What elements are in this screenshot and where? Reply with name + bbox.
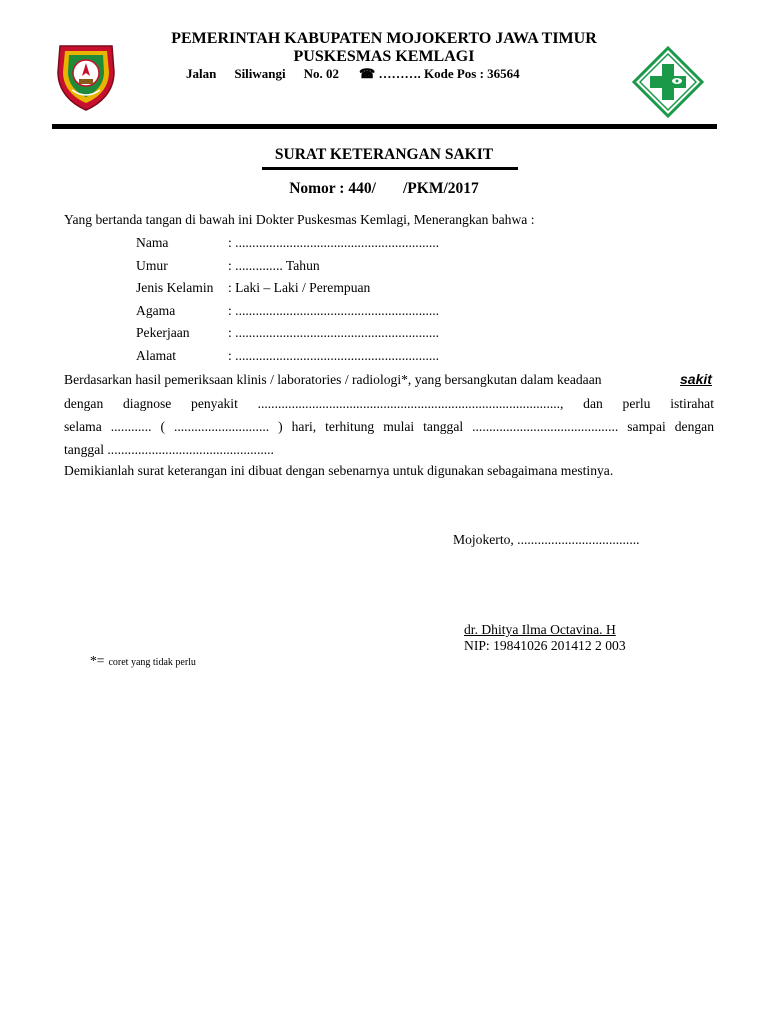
field-label-nama: Nama — [136, 235, 169, 250]
doctor-name: dr. Dhitya Ilma Octavina. H — [464, 622, 616, 637]
address-street: Siliwangi — [234, 66, 286, 81]
field-label-agama: Agama — [136, 303, 176, 318]
document-title: SURAT KETERANGAN SAKIT — [274, 146, 494, 163]
header-government: PEMERINTAH KABUPATEN MOJOKERTO JAWA TIMUR — [171, 30, 597, 47]
header-divider — [52, 124, 717, 129]
place-date: Mojokerto, .................................... — [453, 532, 640, 547]
intro-text: Yang bertanda tangan di bawah ini Dokter Puskesmas Kemlagi, Menerangkan bahwa : — [64, 212, 535, 227]
address-phone-postcode: ………. Kode Pos : 36564 — [378, 66, 520, 81]
footnote-marker: *= — [90, 653, 105, 668]
title-underline — [262, 167, 518, 170]
field-value-umur: : .............. Tahun — [228, 258, 320, 273]
paragraph-line-1-text: Berdasarkan hasil pemeriksaan klinis / laboratories / radiologi*, yang bersangkutan dalam keadaan — [64, 372, 602, 387]
field-label-umur: Umur — [136, 258, 168, 273]
footnote-text: coret yang tidak perlu — [108, 657, 196, 668]
sakit-emphasis: sakit — [680, 371, 712, 387]
field-label-jenis-kelamin: Jenis Kelamin — [136, 280, 214, 295]
footnote — [90, 652, 196, 670]
field-value-alamat: : ............................................................ — [228, 348, 440, 363]
paragraph-line-3: selama ............ ( ............................ ) hari, terhitung mulai tanggal ........................................... sampai dengan — [64, 419, 714, 434]
field-value-jenis-kelamin: : Laki – Laki / Perempuan — [228, 280, 371, 295]
address-jalan: Jalan — [186, 66, 217, 81]
paragraph-line-4: tanggal ................................................. — [64, 442, 274, 457]
field-value-pekerjaan: : ............................................................ — [228, 325, 440, 340]
closing-statement: Demikianlah surat keterangan ini dibuat dengan sebenarnya untuk digunakan sebagaimana mestinya. — [64, 463, 614, 478]
paragraph-line-1 — [64, 372, 602, 388]
header-address — [186, 66, 520, 82]
field-label-alamat: Alamat — [136, 348, 177, 363]
field-label-pekerjaan: Pekerjaan — [136, 325, 190, 340]
header-puskesmas: PUSKESMAS KEMLAGI — [293, 48, 475, 65]
telephone-icon: ☎ — [359, 66, 376, 81]
field-value-nama: : ............................................................ — [228, 235, 440, 250]
document-number: Nomor : 440/ /PKM/2017 — [289, 180, 479, 197]
field-value-agama: : ............................................................ — [228, 303, 440, 318]
paragraph-line-2: dengan diagnose penyakit ........................................................................................., dan perlu istirahat — [64, 396, 714, 411]
address-number: No. 02 — [303, 66, 340, 81]
doctor-nip: NIP: 19841026 201412 2 003 — [464, 638, 626, 653]
